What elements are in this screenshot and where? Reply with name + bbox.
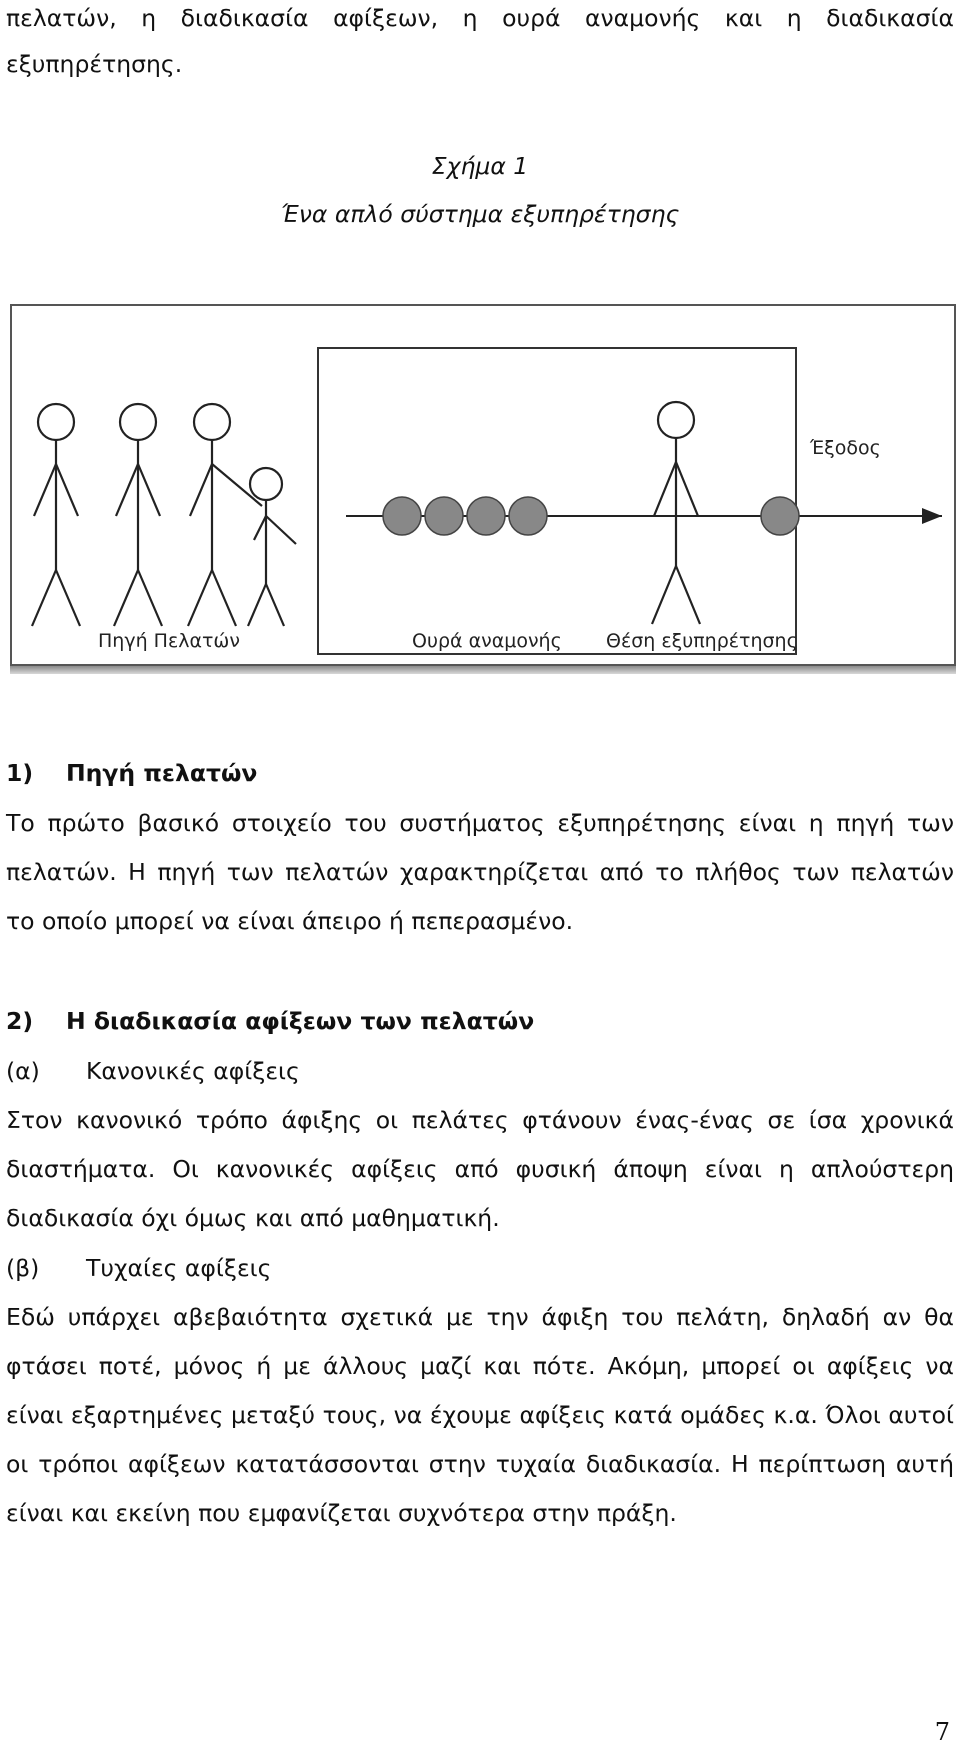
section2a-line-2: διαστήματα. Οι κανονικές αφίξεις από φυσική άποψη είναι η απλούστερη xyxy=(6,1155,954,1183)
section2-title: Η διαδικασία αφίξεων των πελατών xyxy=(66,1007,535,1035)
queue-customer-4-icon xyxy=(509,497,547,535)
label-queue: Ουρά αναμονής xyxy=(412,630,562,652)
section2b-label: (β) xyxy=(6,1254,40,1282)
section1-line-1: Το πρώτο βασικό στοιχείο του συστήματος εξυπηρέτησης είναι η πηγή των xyxy=(6,809,954,837)
section2-heading xyxy=(6,1005,534,1037)
queue-customer-3-icon xyxy=(467,497,505,535)
label-exit: Έξοδος xyxy=(810,437,881,459)
section1-number: 1) xyxy=(6,759,34,787)
section2b-line-4: οι τρόποι αφίξεων κατατάσσονται στην τυχαία διαδικασία. Η περίπτωση αυτή xyxy=(6,1450,954,1478)
section1-heading xyxy=(6,757,257,789)
diagram-frame xyxy=(11,305,955,665)
departing-customer-icon xyxy=(761,497,799,535)
section2a-label: (α) xyxy=(6,1057,40,1085)
section2b-title: Τυχαίες αφίξεις xyxy=(86,1254,272,1282)
section2b-heading xyxy=(6,1252,271,1284)
section1-line-2: πελατών. Η πηγή των πελατών χαρακτηρίζεται από το πλήθος των πελατών xyxy=(6,858,954,886)
label-source: Πηγή Πελατών xyxy=(98,630,240,652)
label-server: Θέση εξυπηρέτησης xyxy=(606,630,798,652)
intro-line-1: πελατών, η διαδικασία αφίξεων, η ουρά αναμονής και η διαδικασία xyxy=(6,4,954,32)
section2a-line-3: διαδικασία όχι όμως και από μαθηματική. xyxy=(6,1204,500,1232)
section1-title: Πηγή πελατών xyxy=(66,759,258,787)
section2a-heading xyxy=(6,1055,300,1087)
figure-caption-title: Ένα απλό σύστημα εξυπηρέτησης xyxy=(280,200,680,228)
section2b-line-1: Εδώ υπάρχει αβεβαιότητα σχετικά με την άφιξη του πελάτη, δηλαδή αν θα xyxy=(6,1303,954,1331)
figure-caption-number: Σχήμα 1 xyxy=(431,152,529,180)
section2-number: 2) xyxy=(6,1007,34,1035)
queue-customer-1-icon xyxy=(383,497,421,535)
section2b-line-2: φτάσει ποτέ, μόνος ή με άλλους μαζί και πότε. Ακόμη, μπορεί οι αφίξεις να xyxy=(6,1352,954,1380)
page-number: 7 xyxy=(934,1718,950,1746)
section1-line-3: το οποίο μπορεί να είναι άπειρο ή πεπερασμένο. xyxy=(6,907,574,935)
queue-customer-2-icon xyxy=(425,497,463,535)
diagram-frame-shadow xyxy=(10,666,956,674)
service-system-diagram xyxy=(10,304,956,676)
section2b-line-5: είναι και εκείνη που εμφανίζεται συχνότερα στην πράξη. xyxy=(6,1499,677,1527)
intro-line-2: εξυπηρέτησης. xyxy=(6,50,183,78)
section2a-title: Κανονικές αφίξεις xyxy=(86,1057,300,1085)
section2b-line-3: είναι εξαρτημένες μεταξύ τους, να έχουμε αφίξεις κατά ομάδες κ.α. Όλοι αυτοί xyxy=(6,1401,954,1429)
section2a-line-1: Στον κανονικό τρόπο άφιξης οι πελάτες φτάνουν ένας-ένας σε ίσα χρονικά xyxy=(6,1106,954,1134)
